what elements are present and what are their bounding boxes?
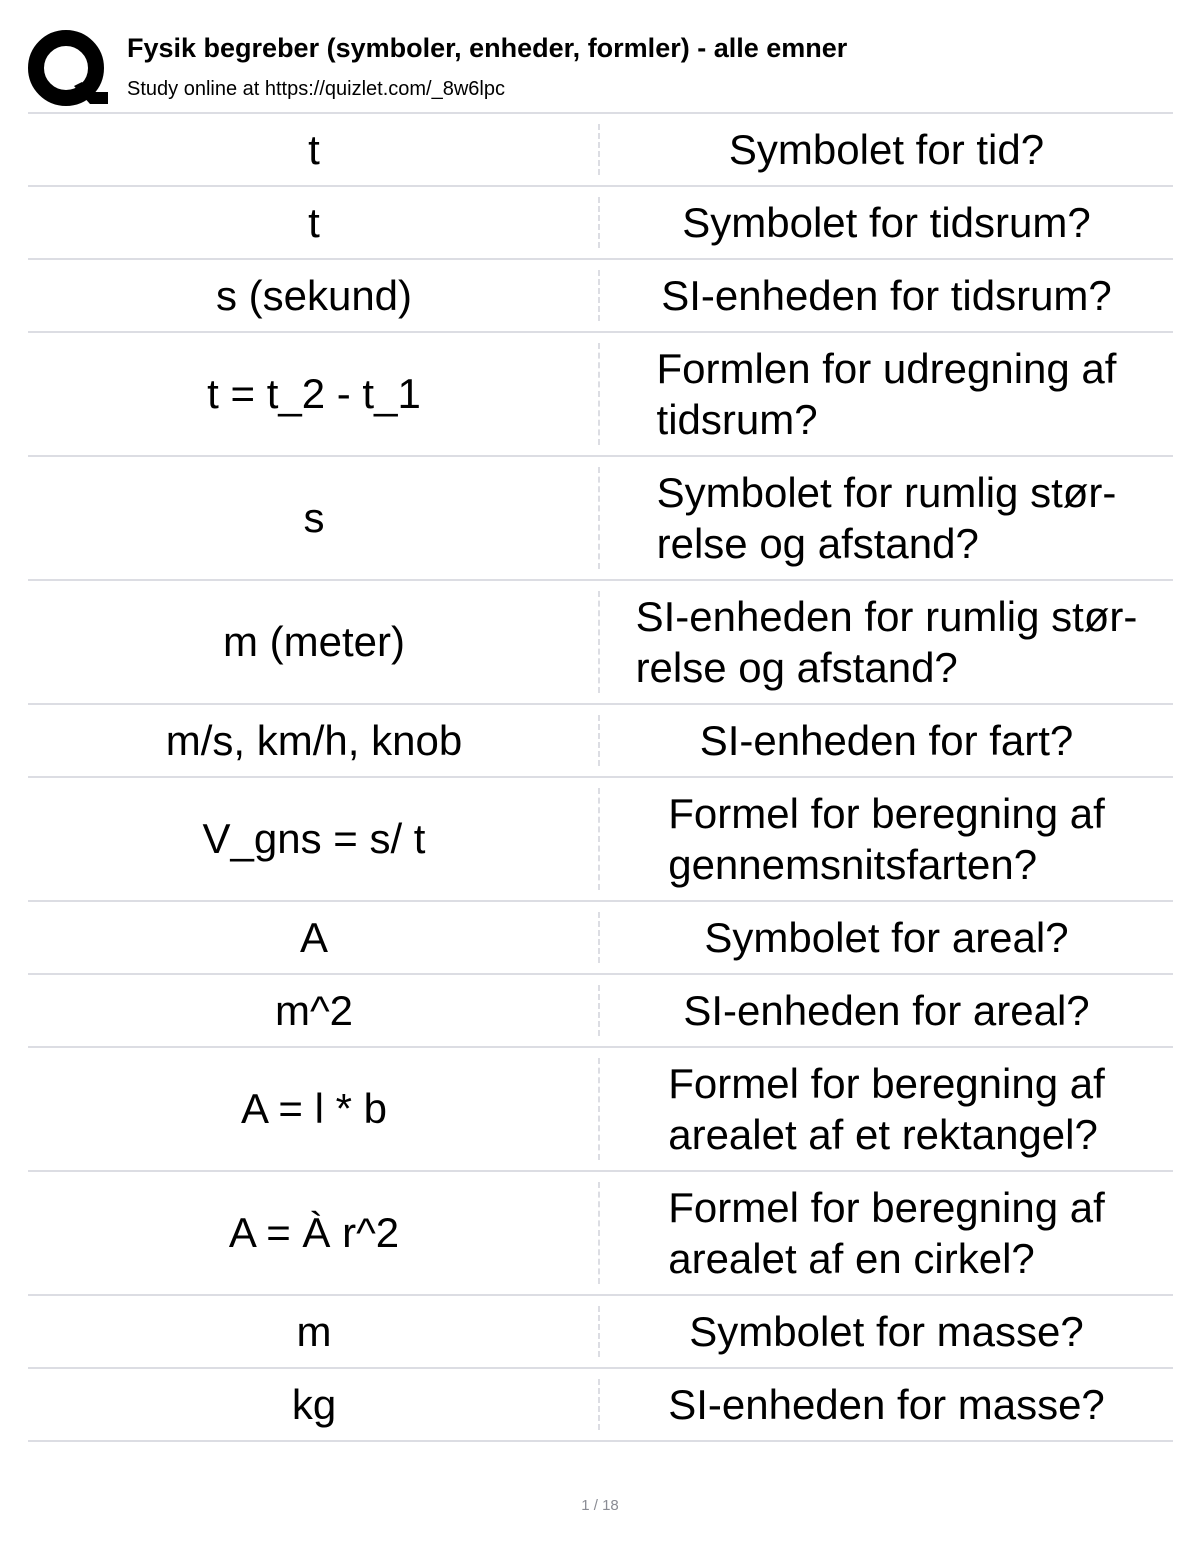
card-definition-line: Formlen for udregning af [656, 345, 1117, 392]
card-definition-text: Symbolet for tid? [728, 126, 1045, 173]
card-definition-text: SI-enheden for areal? [683, 987, 1090, 1034]
card-definition-line: Formel for beregning af [668, 1184, 1105, 1231]
card-definition [600, 902, 1173, 973]
card-row [28, 1296, 1173, 1369]
card-definition [600, 1296, 1173, 1367]
card-row [28, 187, 1173, 260]
card-term: s [28, 457, 600, 579]
card-definition [600, 114, 1173, 185]
card-definition [600, 705, 1173, 776]
card-term: t [28, 187, 600, 258]
page-number: 1 / 18 [581, 1497, 619, 1514]
card-definition [600, 1048, 1173, 1170]
card-definition [600, 457, 1173, 579]
study-online-link[interactable]: Study online at https://quizlet.com/_8w6lpc [127, 78, 505, 100]
card-row [28, 778, 1173, 902]
card-term: m/s, km/h, knob [28, 705, 600, 776]
card-term: m^2 [28, 975, 600, 1046]
card-definition [600, 260, 1173, 331]
page-title: Fysik begreber (symboler, enheder, formler) - alle emner [127, 33, 848, 63]
card-row [28, 1172, 1173, 1296]
card-definition-line: Formel for beregning af [668, 1060, 1105, 1107]
card-term: t = t_2 - t_1 [28, 333, 600, 455]
flashcard-table [28, 112, 1173, 1442]
card-row [28, 1048, 1173, 1172]
card-definition-line: relse og afstand? [635, 644, 958, 691]
card-definition [600, 1369, 1173, 1440]
card-definition-text: Symbolet for tidsrum? [682, 199, 1091, 246]
card-row [28, 333, 1173, 457]
card-row [28, 581, 1173, 705]
card-row [28, 705, 1173, 778]
card-definition-text: SI-enheden for fart? [699, 717, 1074, 764]
card-term: m [28, 1296, 600, 1367]
card-definition-text: Symbolet for masse? [689, 1308, 1084, 1355]
card-row [28, 1369, 1173, 1442]
card-definition-line: relse og afstand? [656, 520, 979, 567]
quizlet-logo-icon [28, 30, 108, 110]
card-row [28, 457, 1173, 581]
card-definition [600, 975, 1173, 1046]
card-definition-line: SI-enheden for rumlig stør- [635, 593, 1138, 640]
card-definition [600, 187, 1173, 258]
card-term: s (sekund) [28, 260, 600, 331]
card-definition [600, 333, 1173, 455]
card-definition-text: Symbolet for areal? [704, 914, 1069, 961]
card-row [28, 902, 1173, 975]
card-definition-line: gennemsnitsfarten? [668, 841, 1038, 888]
card-definition-line: tidsrum? [656, 396, 818, 443]
card-definition-line: arealet af et rektangel? [668, 1111, 1098, 1158]
card-row [28, 975, 1173, 1048]
card-definition-line: Formel for beregning af [668, 790, 1105, 837]
card-term: t [28, 114, 600, 185]
card-term: A = l * b [28, 1048, 600, 1170]
card-row [28, 260, 1173, 333]
card-term: A = À r^2 [28, 1172, 600, 1294]
card-term: A [28, 902, 600, 973]
card-term: V_gns = s/ t [28, 778, 600, 900]
card-definition-text: SI-enheden for tidsrum? [661, 272, 1112, 319]
card-definition [600, 1172, 1173, 1294]
card-term: m (meter) [28, 581, 600, 703]
card-term: kg [28, 1369, 600, 1440]
card-definition-line: arealet af en cirkel? [668, 1235, 1035, 1282]
card-definition [600, 581, 1173, 703]
card-definition [600, 778, 1173, 900]
card-definition-text: SI-enheden for masse? [668, 1381, 1105, 1428]
card-row [28, 114, 1173, 187]
card-definition-line: Symbolet for rumlig stør- [656, 469, 1117, 516]
